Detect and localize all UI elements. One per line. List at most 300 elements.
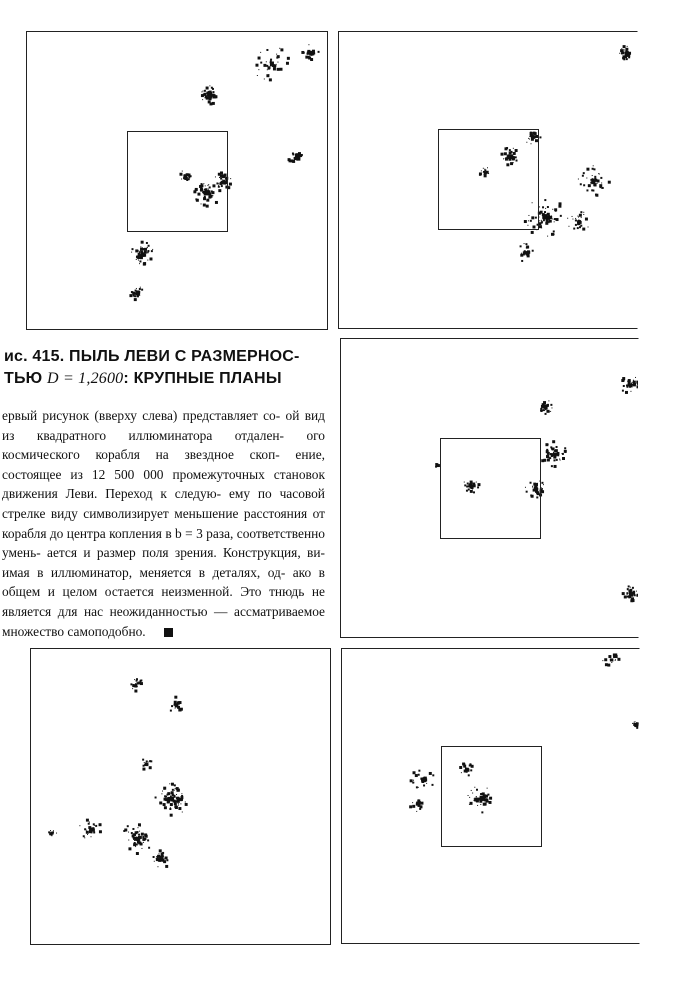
dust-speck <box>422 778 424 780</box>
description-line: ается и размер поля зрения. Конструкция, ви- <box>47 545 325 561</box>
dust-speck <box>144 834 145 835</box>
dust-speck <box>84 828 86 830</box>
dust-speck <box>295 156 298 159</box>
dust-speck <box>626 386 628 388</box>
dust-speck <box>626 58 628 60</box>
dust-speck <box>628 589 629 590</box>
dust-speck <box>585 218 588 221</box>
dust-speck <box>132 248 134 250</box>
dust-speck <box>91 836 92 837</box>
dust-speck <box>99 823 102 826</box>
dust-speck <box>524 243 525 244</box>
panel-view-2 <box>338 31 638 329</box>
dust-speck <box>180 803 181 804</box>
dust-speck <box>137 827 138 828</box>
dust-speck <box>567 218 568 219</box>
dust-speck <box>214 95 217 98</box>
dust-speck <box>205 96 206 97</box>
dust-speck <box>206 87 209 90</box>
dust-speck <box>158 853 159 854</box>
dust-speck <box>629 592 630 593</box>
dust-speck <box>163 787 166 790</box>
dust-speck <box>151 250 153 252</box>
dust-speck <box>172 789 174 791</box>
dust-speck <box>546 219 549 222</box>
dust-speck <box>136 256 138 258</box>
dust-speck <box>145 763 147 765</box>
dust-speck <box>295 155 296 156</box>
dust-speck <box>564 447 566 449</box>
dust-speck <box>521 253 522 254</box>
dust-speck <box>156 856 157 857</box>
dust-speck <box>621 48 622 49</box>
dust-speck <box>142 759 144 761</box>
dust-speck <box>622 390 624 392</box>
dust-speck <box>148 847 150 849</box>
dust-speck <box>139 288 141 290</box>
dust-speck <box>305 56 308 59</box>
dust-speck <box>623 50 624 51</box>
dust-speck <box>266 61 267 62</box>
dust-speck <box>174 784 176 786</box>
dust-speck <box>141 241 144 244</box>
dust-speck <box>86 831 89 834</box>
dust-speck <box>637 385 638 388</box>
dust-speck <box>266 74 269 77</box>
dust-speck <box>166 859 168 861</box>
dust-speck <box>277 55 280 58</box>
dust-speck <box>136 852 139 855</box>
dust-speck <box>547 452 550 455</box>
dust-speck <box>592 181 594 183</box>
dust-speck <box>230 178 231 179</box>
description-line: ако в общем и целом остается неизменной. Это <box>2 564 325 600</box>
dust-speck <box>553 459 555 461</box>
figure-description <box>2 406 325 641</box>
dust-speck <box>263 64 266 67</box>
dust-speck <box>590 179 592 181</box>
dust-speck <box>145 835 148 838</box>
dust-speck <box>418 774 420 776</box>
dust-speck <box>91 831 93 833</box>
dust-speck <box>174 805 177 808</box>
dust-speck <box>143 263 146 266</box>
dust-speck <box>212 91 214 93</box>
dust-speck <box>545 222 548 225</box>
dust-speck <box>203 91 204 92</box>
dust-speck <box>163 852 164 853</box>
dust-speck <box>557 454 559 456</box>
dust-speck <box>431 784 433 786</box>
dust-speck <box>559 458 560 459</box>
dust-speck <box>143 249 145 251</box>
dust-speck <box>632 723 633 724</box>
dust-speck <box>208 94 211 97</box>
dust-speck <box>89 829 91 831</box>
dust-speck <box>551 407 552 408</box>
dust-speck <box>582 228 585 231</box>
dust-speck <box>141 251 143 253</box>
dust-speck <box>128 832 129 833</box>
dust-speck <box>634 724 637 727</box>
dust-speck <box>635 723 636 724</box>
dust-speck <box>621 379 624 382</box>
dust-speck <box>160 858 161 859</box>
dust-speck <box>554 208 557 211</box>
dust-speck <box>426 783 427 784</box>
dust-speck <box>95 825 97 827</box>
dust-speck <box>415 774 418 777</box>
dust-speck <box>541 482 543 484</box>
dust-speck <box>617 658 620 661</box>
dust-speck <box>420 802 423 805</box>
dust-speck <box>258 69 259 70</box>
dust-speck <box>547 206 549 208</box>
dust-speck <box>141 833 144 836</box>
dust-speck <box>632 382 633 383</box>
dust-speck <box>592 175 593 176</box>
dust-speck <box>547 216 549 218</box>
dust-speck <box>133 295 135 297</box>
dust-speck <box>560 460 561 461</box>
dust-speck <box>148 245 150 247</box>
dust-speck <box>604 658 607 661</box>
zoom-region-box <box>441 746 542 847</box>
dust-speck <box>539 220 540 221</box>
dust-speck <box>154 861 155 862</box>
dust-speck <box>547 236 548 237</box>
dust-speck <box>624 595 627 598</box>
dust-speck <box>139 831 140 832</box>
dust-speck <box>550 404 552 406</box>
caption-line-2 <box>4 368 334 390</box>
dust-speck <box>170 710 172 712</box>
dust-speck <box>416 786 418 788</box>
dust-speck <box>136 288 137 289</box>
dust-speck <box>83 835 85 837</box>
dust-speck <box>148 762 149 763</box>
dust-speck <box>181 793 182 794</box>
dust-speck <box>419 808 421 810</box>
dust-speck <box>575 224 577 226</box>
dust-speck <box>583 184 585 186</box>
dust-speck <box>598 181 599 182</box>
dust-speck <box>169 798 170 799</box>
dust-speck <box>181 799 183 801</box>
description-line: меньшение расстояния от корабля до центра <box>2 505 325 541</box>
caption-dimension: D = 1,2600 <box>47 370 124 387</box>
dust-speck <box>149 766 152 769</box>
dust-speck <box>412 802 413 803</box>
dust-speck <box>286 62 289 65</box>
dust-speck <box>635 721 636 722</box>
dust-speck <box>541 220 542 221</box>
dust-speck <box>544 199 546 201</box>
dust-speck <box>619 53 620 54</box>
dust-speck <box>525 243 527 245</box>
dust-speck <box>144 252 146 254</box>
dust-speck <box>208 100 211 103</box>
dust-speck <box>141 289 143 291</box>
description-line: тнюдь не является для нас неожиданностью — <box>2 584 325 619</box>
dust-speck <box>135 846 136 847</box>
dust-speck <box>550 446 552 448</box>
dust-speck <box>260 52 261 53</box>
dust-speck <box>270 62 273 65</box>
dust-speck <box>84 837 85 838</box>
dust-speck <box>153 856 155 858</box>
dust-speck <box>544 220 545 221</box>
dust-speck <box>258 57 261 60</box>
dust-speck <box>207 92 208 93</box>
dust-speck <box>173 800 176 803</box>
dust-speck <box>581 217 582 218</box>
dust-speck <box>432 774 434 776</box>
dust-speck <box>550 411 551 412</box>
dust-speck <box>559 202 562 205</box>
dust-speck <box>525 253 526 254</box>
dust-speck <box>522 254 523 255</box>
dust-speck <box>553 452 554 453</box>
dust-speck <box>255 64 258 67</box>
figure-caption <box>4 346 334 390</box>
dust-speck <box>131 291 133 293</box>
dust-speck <box>583 212 584 213</box>
dust-speck <box>148 252 149 253</box>
dust-speck <box>520 245 522 247</box>
dust-speck <box>611 662 612 663</box>
dust-speck <box>201 94 204 97</box>
dust-speck <box>636 727 638 729</box>
dust-speck <box>56 833 57 834</box>
dust-speck <box>600 177 602 179</box>
dust-speck <box>631 593 634 596</box>
dust-speck <box>607 664 610 667</box>
dust-speck <box>144 762 145 763</box>
dust-speck <box>270 59 272 61</box>
dust-speck <box>564 450 567 453</box>
dust-speck <box>556 446 558 448</box>
dust-speck <box>132 688 133 689</box>
dust-speck <box>50 830 51 831</box>
dust-speck <box>628 585 630 587</box>
dust-speck <box>548 218 549 219</box>
dust-speck <box>626 592 628 594</box>
dust-speck <box>162 791 163 792</box>
dust-speck <box>292 153 294 155</box>
dust-speck <box>229 183 232 186</box>
dust-speck <box>201 91 202 92</box>
dust-speck <box>554 219 555 220</box>
dust-speck <box>182 811 183 812</box>
dust-speck <box>631 597 634 600</box>
dust-speck <box>51 833 52 834</box>
dust-speck <box>556 459 558 461</box>
dust-speck <box>204 90 206 92</box>
dust-speck <box>93 823 95 825</box>
dust-speck <box>636 381 638 384</box>
dust-speck <box>625 391 628 394</box>
dust-speck <box>159 849 162 852</box>
dust-speck <box>290 159 293 162</box>
dust-speck <box>140 287 141 288</box>
dust-speck <box>136 837 138 839</box>
dust-speck <box>524 253 525 254</box>
dust-speck <box>171 705 173 707</box>
dust-speck <box>147 260 148 261</box>
dust-speck <box>593 168 595 170</box>
dust-speck <box>273 67 276 70</box>
dust-speck <box>267 69 268 70</box>
dust-speck <box>128 847 131 850</box>
dust-speck <box>166 794 168 796</box>
dust-speck <box>545 215 546 216</box>
dust-speck <box>157 866 158 867</box>
dust-speck <box>625 51 628 54</box>
dust-speck <box>602 660 603 661</box>
dust-speck <box>423 784 425 786</box>
dust-speck <box>417 802 420 805</box>
dust-speck <box>92 827 94 829</box>
dust-speck <box>136 292 138 294</box>
dust-speck <box>179 708 182 711</box>
dust-speck <box>163 803 166 806</box>
dust-speck <box>134 690 137 693</box>
dust-speck <box>99 830 102 833</box>
description-line: ого космического корабля на звездное скоп- <box>2 427 325 463</box>
dust-speck <box>627 46 628 47</box>
dust-speck <box>597 183 598 184</box>
dust-speck <box>543 484 544 485</box>
dust-speck <box>171 798 173 800</box>
dust-speck <box>48 831 50 833</box>
dust-speck <box>573 228 575 230</box>
dust-speck <box>632 587 634 589</box>
dust-speck <box>555 449 558 452</box>
dust-speck <box>546 449 548 451</box>
dust-speck <box>429 772 432 775</box>
dust-speck <box>580 211 582 213</box>
dust-speck <box>552 218 553 219</box>
dust-speck <box>175 788 176 789</box>
dust-speck <box>623 55 624 56</box>
dust-speck <box>143 842 144 843</box>
dust-speck <box>147 247 148 248</box>
dust-speck <box>135 684 136 685</box>
dust-speck <box>421 781 423 783</box>
dust-speck <box>164 806 167 809</box>
dust-speck <box>277 68 280 71</box>
dust-speck <box>135 838 136 839</box>
dust-speck <box>170 796 172 798</box>
dust-speck <box>582 175 584 177</box>
dust-speck <box>87 834 88 835</box>
description-line: ение, состоящее из 12 500 000 промежуточных <box>2 447 325 482</box>
dust-speck <box>266 49 268 51</box>
dust-speck <box>586 168 589 171</box>
dust-speck <box>572 219 573 220</box>
dust-speck <box>594 176 596 178</box>
dust-speck <box>552 453 554 455</box>
dust-speck <box>280 68 283 71</box>
dust-speck <box>635 377 636 378</box>
dust-speck <box>580 183 582 185</box>
dust-speck <box>139 251 141 253</box>
dust-speck <box>540 408 542 410</box>
dust-speck <box>88 823 90 825</box>
dust-speck <box>141 848 142 849</box>
panel-view-5 <box>341 648 640 944</box>
dust-speck <box>542 409 544 411</box>
zoom-region-box <box>438 129 539 230</box>
dust-speck <box>568 226 569 227</box>
dust-speck <box>161 793 162 794</box>
dust-speck <box>176 797 179 800</box>
dust-speck <box>299 158 300 159</box>
dust-speck <box>175 800 177 802</box>
dust-speck <box>135 295 137 297</box>
dust-speck <box>212 88 214 90</box>
dust-speck <box>212 102 215 105</box>
dust-speck <box>135 249 138 252</box>
dust-speck <box>164 798 167 801</box>
dust-speck <box>543 217 545 219</box>
description-line: ервый рисунок (вверху слева) представляет со- <box>2 408 281 423</box>
dust-speck <box>601 182 602 183</box>
dust-speck <box>545 409 546 410</box>
dust-speck <box>155 797 157 799</box>
description-line: становок движения Леви. Переход к следую- <box>2 466 325 502</box>
dust-speck <box>551 465 553 467</box>
dust-speck <box>141 249 143 251</box>
dust-speck <box>208 93 209 94</box>
dust-speck <box>615 660 616 661</box>
dust-speck <box>171 783 174 786</box>
dust-speck <box>608 181 611 184</box>
dust-speck <box>553 233 555 235</box>
dust-speck <box>553 230 555 232</box>
dust-speck <box>544 211 546 213</box>
dust-speck <box>134 679 135 680</box>
dust-speck <box>138 260 139 261</box>
dust-speck <box>552 440 555 443</box>
dust-speck <box>175 708 176 709</box>
dust-speck <box>318 51 320 53</box>
dust-speck <box>410 779 413 782</box>
description-line: ассматриваемое множество самоподобно. <box>2 603 325 639</box>
dust-speck <box>178 807 181 810</box>
levy-dust-view-4 <box>31 649 330 944</box>
dust-speck <box>595 184 596 185</box>
dust-speck <box>623 49 624 50</box>
dust-speck <box>599 184 602 187</box>
dust-speck <box>140 246 141 247</box>
dust-speck <box>595 194 598 197</box>
dust-speck <box>539 136 541 138</box>
dust-speck <box>134 685 136 687</box>
dust-speck <box>623 45 626 48</box>
dust-speck <box>577 216 578 217</box>
dust-speck <box>544 406 545 407</box>
dust-speck <box>159 801 162 804</box>
dust-speck <box>572 216 573 217</box>
dust-speck <box>142 768 145 771</box>
dust-speck <box>630 384 631 385</box>
dust-speck <box>209 85 210 86</box>
dust-speck <box>131 252 132 253</box>
dust-speck <box>578 217 579 218</box>
dust-speck <box>167 800 170 803</box>
